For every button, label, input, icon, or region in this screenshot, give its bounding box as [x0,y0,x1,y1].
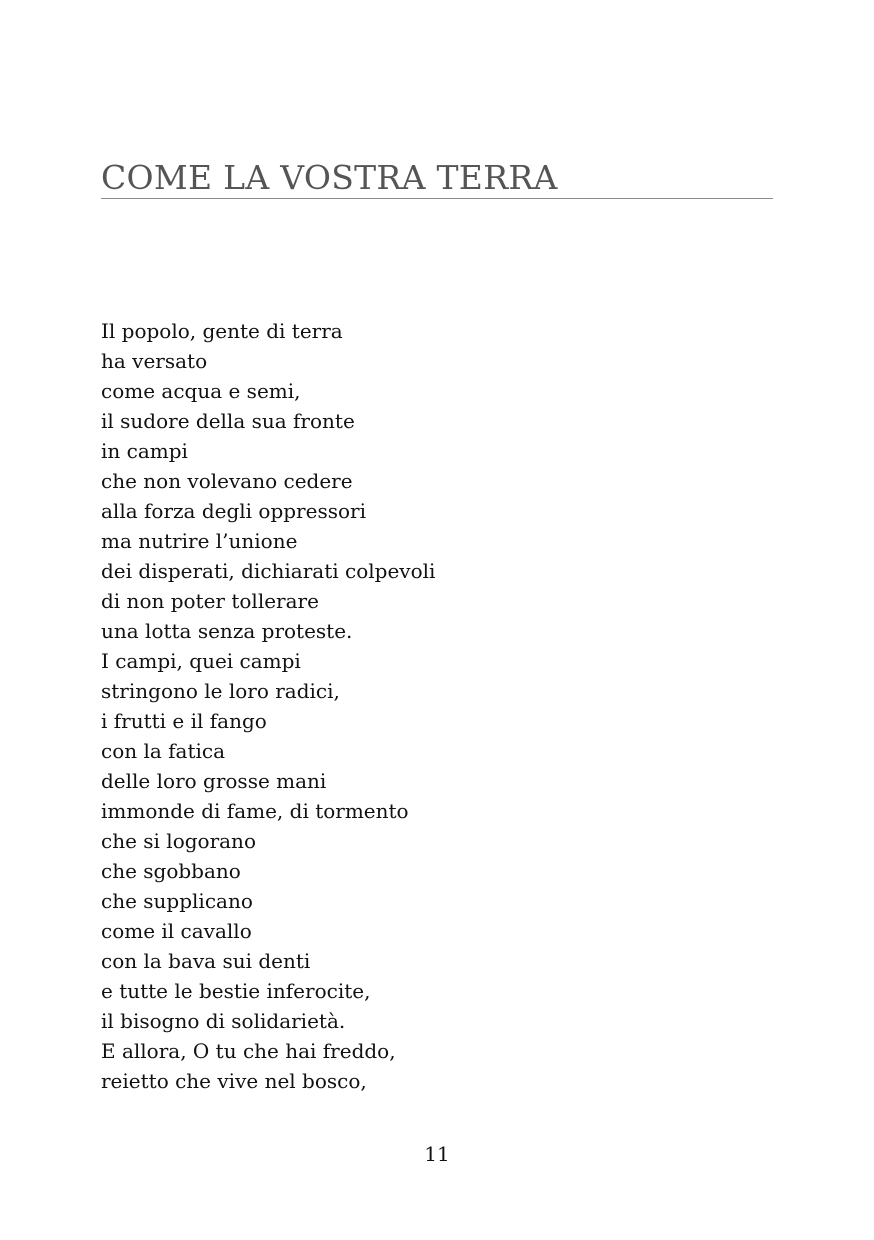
poem-line: i frutti e il fango [101,709,267,733]
poem-line: in campi [101,439,188,463]
poem-line: alla forza degli oppressori [101,499,366,523]
poem-line: dei disperati, dichiarati colpevoli [101,559,436,583]
poem-line: che si logorano [101,829,256,853]
title-underline [101,198,773,199]
page-title: COME LA VOSTRA TERRA [101,158,558,197]
poem-line: il sudore della sua fronte [101,409,355,433]
poem-line: Il popolo, gente di terra [101,319,343,343]
poem-body [101,316,435,1096]
poem-line: come acqua e semi, [101,379,301,403]
poem-line: di non poter tollerare [101,589,319,613]
poem-line: delle loro grosse mani [101,769,327,793]
poem-line: E allora, O tu che hai freddo, [101,1039,396,1063]
poem-line: con la bava sui denti [101,949,311,973]
poem-line: reietto che vive nel bosco, [101,1069,367,1093]
poem-line: che sgobbano [101,859,241,883]
poem-line: che supplicano [101,889,253,913]
poem-line: e tutte le bestie inferocite, [101,979,371,1003]
poem-line: ma nutrire l’unione [101,529,298,553]
poem-line: stringono le loro radici, [101,679,340,703]
page-number: 11 [424,1142,450,1166]
poem-line: una lotta senza proteste. [101,619,353,643]
poem-line: come il cavallo [101,919,252,943]
poem-line: il bisogno di solidarietà. [101,1009,346,1033]
poem-line: ha versato [101,349,208,373]
poem-line: con la fatica [101,739,226,763]
poem-line: che non volevano cedere [101,469,353,493]
poem-line: I campi, quei campi [101,649,301,673]
poem-line: immonde di fame, di tormento [101,799,409,823]
